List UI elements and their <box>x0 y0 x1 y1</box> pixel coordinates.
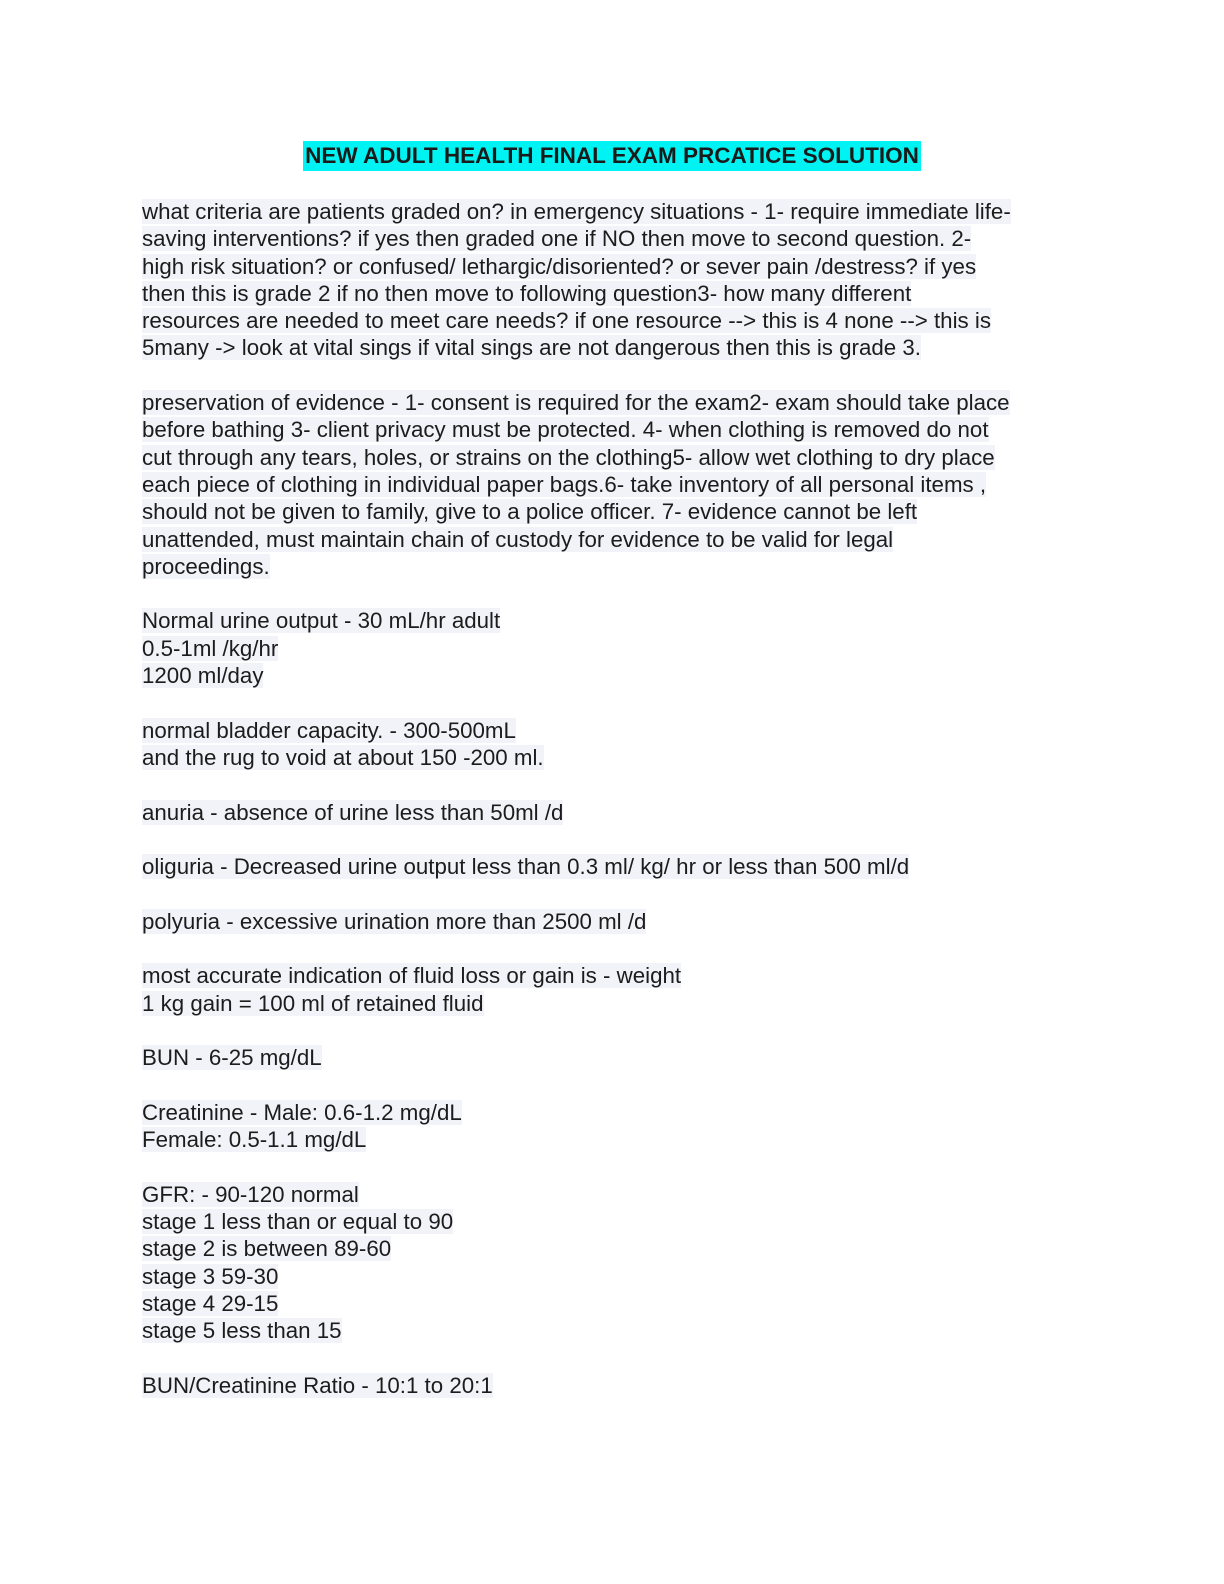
text-line-content: anuria - absence of urine less than 50ml /d <box>142 799 564 825</box>
text-line-content: BUN - 6-25 mg/dL <box>142 1045 322 1071</box>
title-container <box>0 141 1224 171</box>
text-line-content: proceedings. <box>142 553 270 579</box>
text-line <box>142 662 1082 689</box>
text-line-content: 1 kg gain = 100 ml of retained fluid <box>142 990 484 1016</box>
text-line <box>142 225 1082 252</box>
text-line <box>142 1263 1082 1290</box>
text-line-content: cut through any tears, holes, or strains on the clothing5- allow wet clothing to dry place <box>142 444 995 470</box>
text-line-content: GFR: - 90-120 normal <box>142 1181 359 1207</box>
paragraph-block <box>142 607 1082 689</box>
text-line-content: Female: 0.5-1.1 mg/dL <box>142 1127 367 1153</box>
text-line-content: high risk situation? or confused/ lethargic/disoriented? or sever pain /destress? if yes <box>142 253 977 279</box>
text-line-content: before bathing 3- client privacy must be protected. 4- when clothing is removed do not <box>142 417 989 443</box>
paragraph-block <box>142 198 1082 362</box>
document-title: NEW ADULT HEALTH FINAL EXAM PRCATICE SOLUTION <box>303 141 921 171</box>
text-line-content: each piece of clothing in individual paper bags.6- take inventory of all personal items , <box>142 471 987 497</box>
text-line <box>142 526 1082 553</box>
text-line-content: Creatinine - Male: 0.6-1.2 mg/dL <box>142 1099 462 1125</box>
text-line-content: polyuria - excessive urination more than 2500 ml /d <box>142 908 647 934</box>
text-line <box>142 908 1082 935</box>
text-line <box>142 389 1082 416</box>
document-body <box>142 198 1082 1426</box>
text-line <box>142 471 1082 498</box>
text-line <box>142 1208 1082 1235</box>
text-line <box>142 853 1082 880</box>
text-line <box>142 1126 1082 1153</box>
text-line <box>142 1181 1082 1208</box>
paragraph-block <box>142 389 1082 580</box>
text-line <box>142 1099 1082 1126</box>
paragraph-block <box>142 908 1082 935</box>
text-line-content: stage 5 less than 15 <box>142 1318 342 1344</box>
text-line <box>142 1044 1082 1071</box>
text-line-content: stage 3 59-30 <box>142 1263 279 1289</box>
paragraph-block <box>142 1099 1082 1154</box>
text-line <box>142 307 1082 334</box>
text-line-content: 1200 ml/day <box>142 663 264 689</box>
paragraph-block <box>142 962 1082 1017</box>
text-line-content: most accurate indication of fluid loss or gain is - weight <box>142 963 682 989</box>
text-line <box>142 198 1082 225</box>
text-line <box>142 1372 1082 1399</box>
paragraph-block <box>142 1044 1082 1071</box>
text-line <box>142 1317 1082 1344</box>
paragraph-block <box>142 1372 1082 1399</box>
text-line-content: resources are needed to meet care needs? if one resource --> this is 4 none --> this is <box>142 308 991 334</box>
text-line <box>142 635 1082 662</box>
text-line-content: then this is grade 2 if no then move to following question3- how many different <box>142 280 912 306</box>
text-line <box>142 253 1082 280</box>
text-line-content: unattended, must maintain chain of custody for evidence to be valid for legal <box>142 526 894 552</box>
text-line-content: what criteria are patients graded on? in emergency situations - 1- require immediate life- <box>142 199 1011 224</box>
text-line-content: 5many -> look at vital sings if vital sings are not dangerous then this is grade 3. <box>142 335 921 361</box>
paragraph-block <box>142 1181 1082 1345</box>
text-line <box>142 744 1082 771</box>
text-line <box>142 416 1082 443</box>
text-line <box>142 280 1082 307</box>
text-line-content: Normal urine output - 30 mL/hr adult <box>142 608 501 634</box>
text-line <box>142 1290 1082 1317</box>
text-line-content: oliguria - Decreased urine output less than 0.3 ml/ kg/ hr or less than 500 ml/d <box>142 854 910 880</box>
paragraph-block <box>142 717 1082 772</box>
text-line-content: and the rug to void at about 150 -200 ml. <box>142 744 544 770</box>
text-line <box>142 334 1082 361</box>
text-line <box>142 498 1082 525</box>
text-line <box>142 799 1082 826</box>
text-line-content: stage 2 is between 89-60 <box>142 1236 392 1262</box>
text-line-content: normal bladder capacity. - 300-500mL <box>142 717 516 743</box>
paragraph-block <box>142 799 1082 826</box>
paragraph-block <box>142 853 1082 880</box>
text-line-content: stage 4 29-15 <box>142 1290 279 1316</box>
text-line-content: saving interventions? if yes then graded one if NO then move to second question. 2- <box>142 226 972 252</box>
text-line-content: should not be given to family, give to a police officer. 7- evidence cannot be left <box>142 499 918 525</box>
text-line <box>142 962 1082 989</box>
text-line-content: 0.5-1ml /kg/hr <box>142 635 279 661</box>
text-line <box>142 607 1082 634</box>
text-line <box>142 444 1082 471</box>
text-line <box>142 717 1082 744</box>
text-line-content: preservation of evidence - 1- consent is required for the exam2- exam should take place <box>142 390 1010 416</box>
text-line <box>142 990 1082 1017</box>
text-line <box>142 553 1082 580</box>
text-line <box>142 1235 1082 1262</box>
text-line-content: stage 1 less than or equal to 90 <box>142 1208 454 1234</box>
text-line-content: BUN/Creatinine Ratio - 10:1 to 20:1 <box>142 1372 493 1398</box>
